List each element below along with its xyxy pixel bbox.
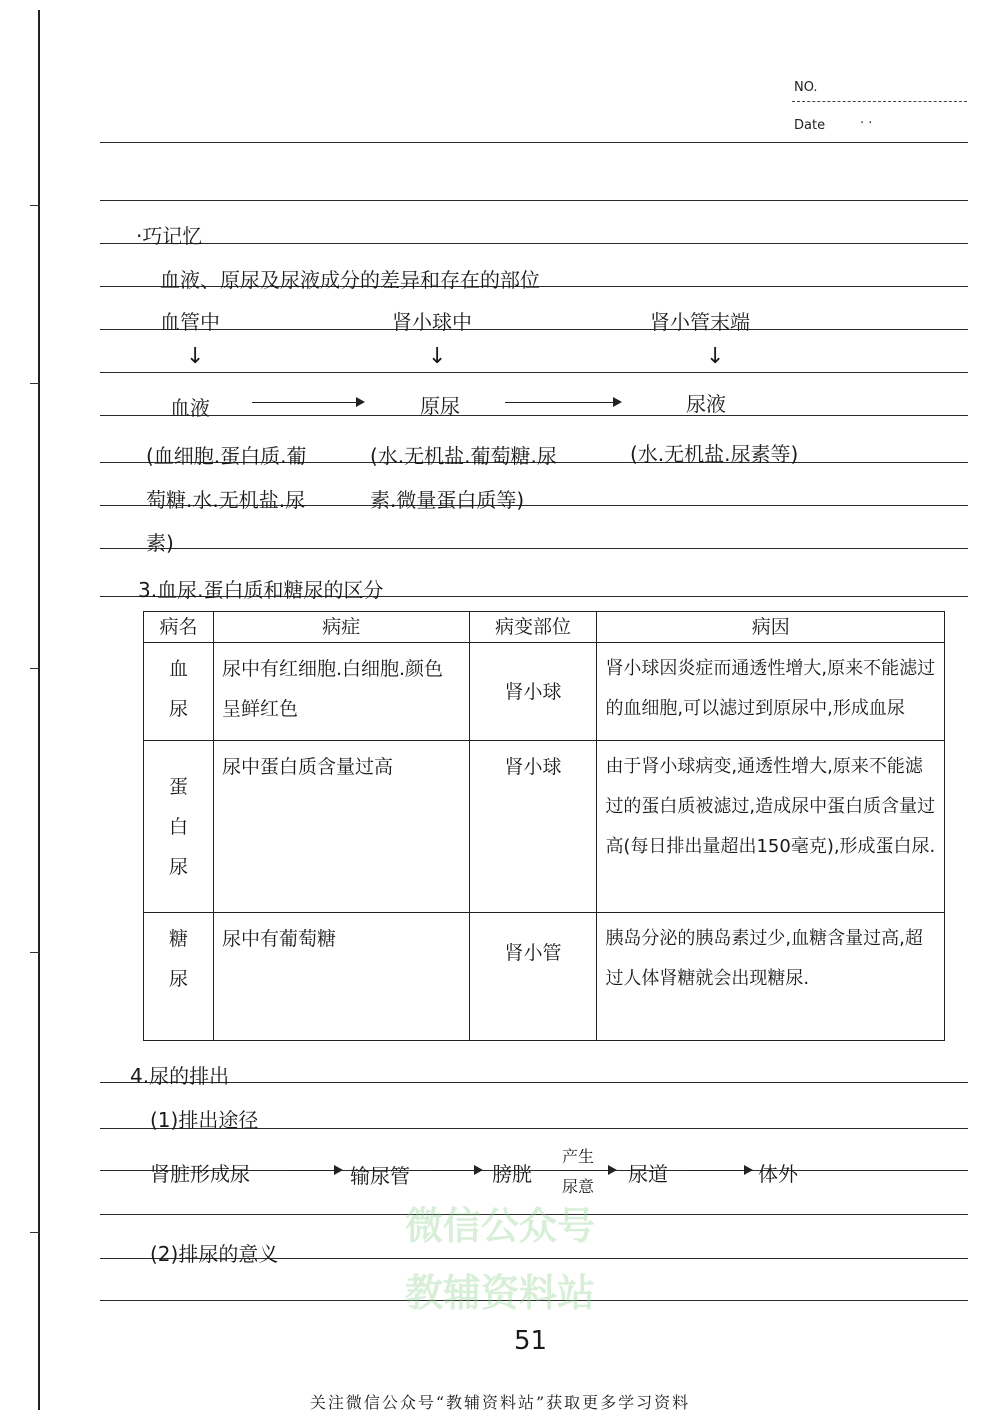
symptom-cell: 尿中有葡萄糖 [213,913,469,1041]
path-label-top: 产生 [562,1147,595,1166]
symptom-cell: 尿中蛋白质含量过高 [213,741,469,913]
path-label-bottom: 尿意 [562,1177,595,1196]
right-arrow-icon [288,1170,336,1171]
memory-title: ·巧记忆 [136,224,203,248]
symptom-cell: 尿中有红细胞.白细胞.颜色呈鲜红色 [213,643,469,741]
stage-primary-urine: 原尿 [420,394,460,418]
urine-composition: (水.无机盐.尿素等) [630,442,799,466]
lesion-site-cell: 肾小管 [469,913,597,1041]
margin-tick [30,668,40,669]
stage-urine: 尿液 [686,392,726,416]
date-label: Date [794,118,826,133]
margin-tick [30,1232,40,1233]
right-arrow-icon [560,1170,610,1171]
page-number: 51 [514,1326,548,1356]
header-symptom: 病症 [213,612,469,643]
arrow-head-icon [334,1165,343,1175]
ruled-line [100,142,968,143]
down-arrow-icon: ↓ [428,344,447,369]
arrow-head-icon [613,397,622,407]
primary-urine-composition-line1: (水.无机盐.葡萄糖.尿 [370,444,557,468]
ruled-line [100,329,968,330]
cause-cell: 肾小球因炎症而通透性增大,原来不能滤过的血细胞,可以滤过到原尿中,形成血尿 [597,643,945,741]
date-value: · · [860,116,873,131]
right-arrow-icon [505,402,615,403]
primary-urine-composition-line2: 素.微量蛋白质等) [370,488,525,512]
urine-disease-table [143,611,945,1041]
right-arrow-icon [690,1170,746,1171]
blood-composition-line2: 萄糖.水.无机盐.尿 [146,488,306,512]
margin-tick [30,383,40,384]
location-blood-vessel: 血管中 [160,310,220,334]
ruled-line [100,548,968,549]
section3-title: 3.血尿.蛋白质和糖尿的区分 [138,578,384,602]
path-ureter: 输尿管 [350,1164,410,1188]
header-cause: 病因 [597,612,945,643]
margin-tick [30,205,40,206]
ruled-line [100,415,968,416]
margin-tick [30,952,40,953]
disease-name: 糖 尿 [144,913,214,1041]
path-urethra: 尿道 [628,1162,668,1186]
arrow-head-icon [356,397,365,407]
notebook-margin-line [38,10,40,1410]
no-label: NO. [794,80,818,95]
lesion-site-cell: 肾小球 [469,643,597,741]
table-row [144,643,945,741]
header-lesion-site: 病变部位 [469,612,597,643]
table-row [144,741,945,913]
blood-composition-line3: 素) [146,531,174,555]
lesion-site-cell: 肾小球 [469,741,597,913]
table-row [144,913,945,1041]
arrow-head-icon [474,1165,483,1175]
cause-cell: 由于肾小球病变,通透性增大,原来不能滤过的蛋白质被滤过,造成尿中蛋白质含量过高(每日排出量超出150毫克),形成蛋白尿. [597,741,945,913]
location-glomerulus: 肾小球中 [392,310,472,334]
section4-sub2: (2)排尿的意义 [150,1242,279,1266]
footer-note: 关注微信公众号“教辅资料站”获取更多学习资料 [309,1393,691,1412]
section4-sub1: (1)排出途径 [150,1108,259,1132]
table-header-row [144,612,945,643]
section4-title: 4.尿的排出 [130,1064,230,1088]
stage-blood: 血液 [170,396,210,420]
location-tubule-end: 肾小管末端 [650,310,750,334]
header-disease-name: 病名 [144,612,214,643]
disease-name: 蛋 白 尿 [144,741,214,913]
down-arrow-icon: ↓ [186,344,205,369]
ruled-line [100,200,968,201]
down-arrow-icon: ↓ [706,344,725,369]
disease-name: 血 尿 [144,643,214,741]
watermark-line2: 教辅资料站 [404,1271,595,1315]
blood-composition-line1: (血细胞.蛋白质.葡 [146,444,307,468]
ruled-line [100,372,968,373]
ruled-line [100,243,968,244]
watermark-line1: 微信公众号 [404,1204,595,1248]
path-kidney: 肾脏形成尿 [150,1162,250,1186]
path-bladder: 膀胱 [492,1162,532,1186]
path-outside-body: 体外 [758,1162,798,1186]
right-arrow-icon [432,1170,476,1171]
right-arrow-icon [252,402,358,403]
arrow-head-icon [608,1165,617,1175]
no-dashed-line [792,101,967,102]
cause-cell: 胰岛分泌的胰岛素过少,血糖含量过高,超过人体肾糖就会出现糖尿. [597,913,945,1041]
arrow-head-icon [744,1165,753,1175]
memory-subtitle: 血液、原尿及尿液成分的差异和存在的部位 [160,268,540,292]
ruled-line [100,1082,968,1083]
